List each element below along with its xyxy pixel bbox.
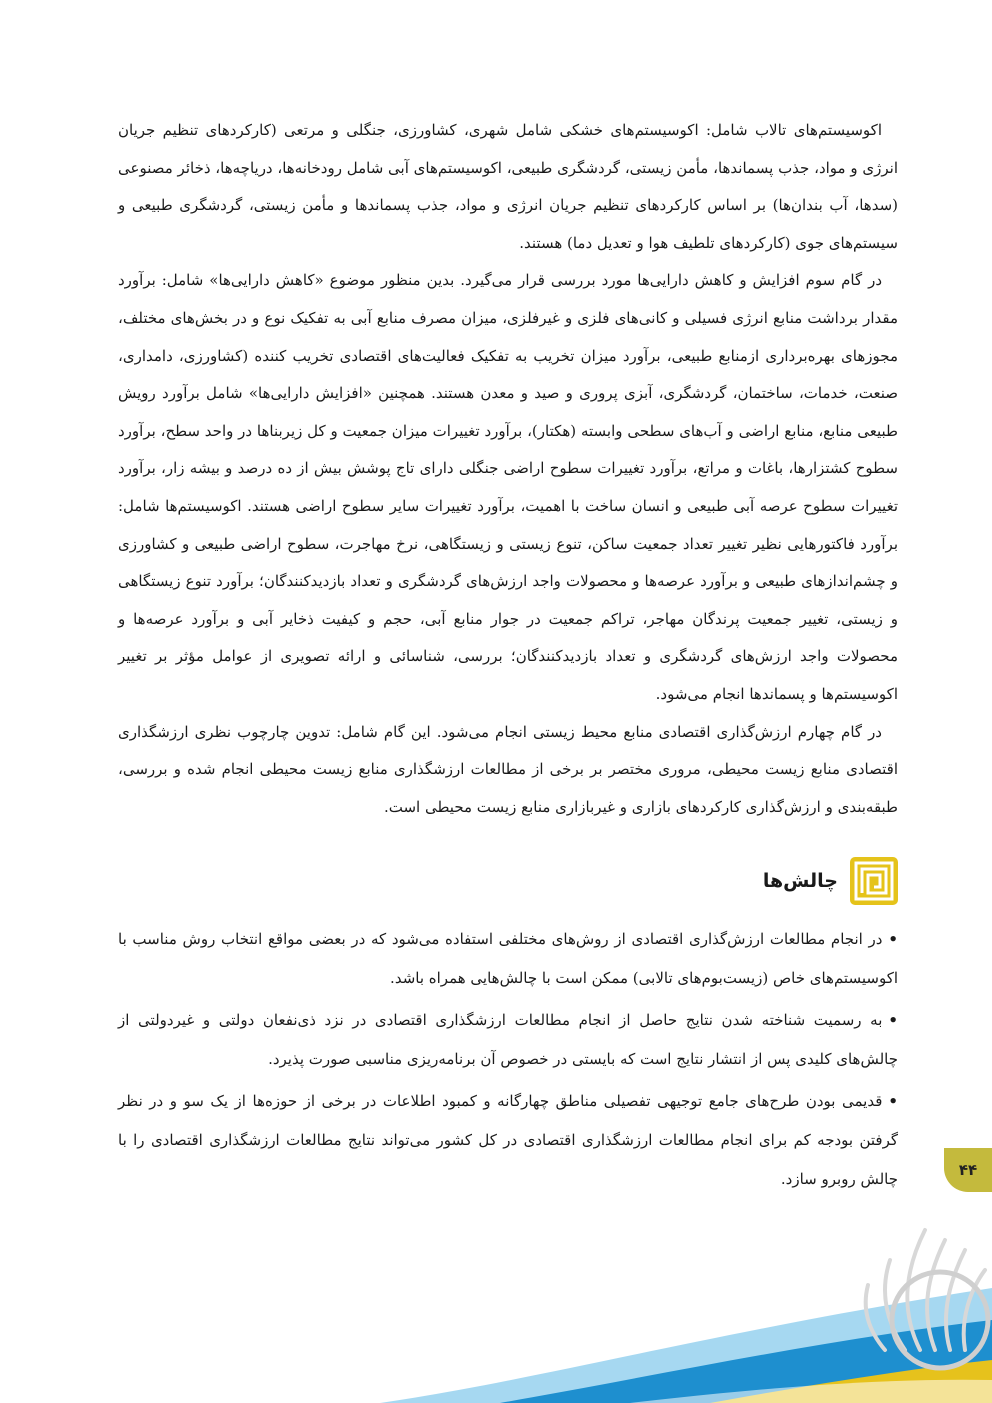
list-item-text: در انجام مطالعات ارزش‌گذاری اقتصادی از روش‌های مختلفی استفاده می‌شود که در بعضی مواقع انتخاب روش مناسب با اکوسیستم‌های خاص (زیست‌بوم‌های تالابی) ممکن است با چالش‌هایی همراه باشد. xyxy=(118,930,898,987)
maze-square-icon xyxy=(850,857,898,905)
paragraph-step-three: در گام سوم افزایش و کاهش دارایی‌ها مورد بررسی قرار می‌گیرد. بدین منظور موضوع «کاهش دارایی‌ها» شامل: برآورد مقدار برداشت منابع انرژی فسیلی و کانی‌های فلزی و غیرفلزی، میزان مصرف منابع آبی به تفکیک نوع و در بخش‌های مختلف، مجوزهای بهره‌برداری ازمنابع طبیعی، برآورد میزان تخریب به تفکیک فعالیت‌های اقتصادی تخریب کننده (کشاورزی، دامداری، صنعت، خدمات، ساختمان، گردشگری، آبزی پروری و صید و معدن هستند. همچنین «افزایش دارایی‌ها» شامل برآورد رویش طبیعی منابع، منابع اراضی و آب‌های سطحی وابسته (هکتار)، برآورد تغییرات میزان جمعیت و کل زیربناها در واحد سطح، برآورد سطوح کشتزارها، باغات و مراتع، برآورد تغییرات سطوح اراضی جنگلی دارای تاج پوشش بیش از ده درصد و بیشه زار، برآورد تغییرات سطوح عرصه آبی طبیعی و انسان ساخت با اهمیت، برآورد تغییرات سایر سطوح اراضی هستند. اکوسیستم‌ها شامل: برآورد فاکتورهایی نظیر تغییر تعداد جمعیت ساکن، تنوع زیستی و زیستگاهی، نرخ مهاجرت، سطوح اراضی طبیعی و کشاورزی و چشم‌اندازهای طبیعی و برآورد عرصه‌ها و محصولات واجد ارزش‌های گردشگری و تعداد بازدیدکنندگان؛ برآورد تنوع زیستگاهی و زیستی، تغییر جمعیت پرندگان مهاجر، تراکم جمعیت در جوار منابع آبی، حجم و کیفیت ذخایر آبی و برآورد عرصه‌ها و محصولات واجد ارزش‌های گردشگری و تعداد بازدیدکنندگان؛ بررسی، شناسائی و ارائه تصویری از عوامل مؤثر بر تغییر اکوسیستم‌ها و پسماندها انجام می‌شود. xyxy=(118,271,898,703)
list-item xyxy=(118,920,898,998)
challenges-list xyxy=(118,920,898,1202)
paragraph-wetland-ecosystems: اکوسیستم‌های تالاب شامل: اکوسیستم‌های خشکی شامل شهری، کشاورزی، جنگلی و مرتعی (کارکردهای تنظیم جریان انرژی و مواد، جذب پسماندها، مأمن زیستی، گردشگری طبیعی، اکوسیستم‌های آبی شامل رودخانه‌ها، دریاچه‌ها، ذخائر مصنوعی (سدها، آب بندان‌ها) بر اساس کارکردهای تنظیم جریان انرژی و مواد، جذب پسماندها و مأمن زیستی، گردشگری طبیعی و سیستم‌های جوی (کارکردهای تلطیف هوا و تعدیل دما) هستند. xyxy=(118,121,898,252)
paragraph-step-four: در گام چهارم ارزش‌گذاری اقتصادی منابع محیط زیستی انجام می‌شود. این گام شامل: تدوین چارچوب نظری ارزشگذاری اقتصادی منابع زیست محیطی، مروری مختصر بر برخی از مطالعات ارزشگذاری منابع زیست محیطی انجام شده و بررسی، طبقه‌بندی و ارزش‌گذاری کارکردهای بازاری و غیربازاری منابع زیست محیطی است. xyxy=(118,722,898,816)
bullet-icon: • xyxy=(888,1092,898,1110)
list-item-text: قدیمی بودن طرح‌های جامع توجیهی تفصیلی مناطق چهارگانه و کمبود اطلاعات در برخی از حوزه‌ها از یک سو و در نظر گرفتن بودجه کم برای انجام مطالعات ارزشگذاری اقتصادی در کل کشور می‌تواند نتایج مطالعات ارزشگذاری اقتصادی را با چالش روبرو سازد. xyxy=(118,1092,898,1188)
list-item-text: به رسمیت شناخته شدن نتایج حاصل از انجام مطالعات ارزشگذاری اقتصادی در نزد ذی‌نفعان دولتی و غیردولتی از چالش‌های کلیدی پس از انتشار نتایج است که بایستی در خصوص آن برنامه‌ریزی مناسبی صورت پذیرد. xyxy=(118,1011,898,1068)
page-number: ۴۴ xyxy=(944,1148,992,1192)
section-title: چالش‌ها xyxy=(762,870,838,892)
list-item xyxy=(118,1001,898,1079)
list-item xyxy=(118,1082,898,1199)
footer-wave-decoration xyxy=(380,1210,992,1403)
main-text xyxy=(118,112,898,826)
bullet-icon: • xyxy=(888,1011,898,1029)
bullet-icon: • xyxy=(888,930,898,948)
section-heading-challenges xyxy=(600,854,898,908)
